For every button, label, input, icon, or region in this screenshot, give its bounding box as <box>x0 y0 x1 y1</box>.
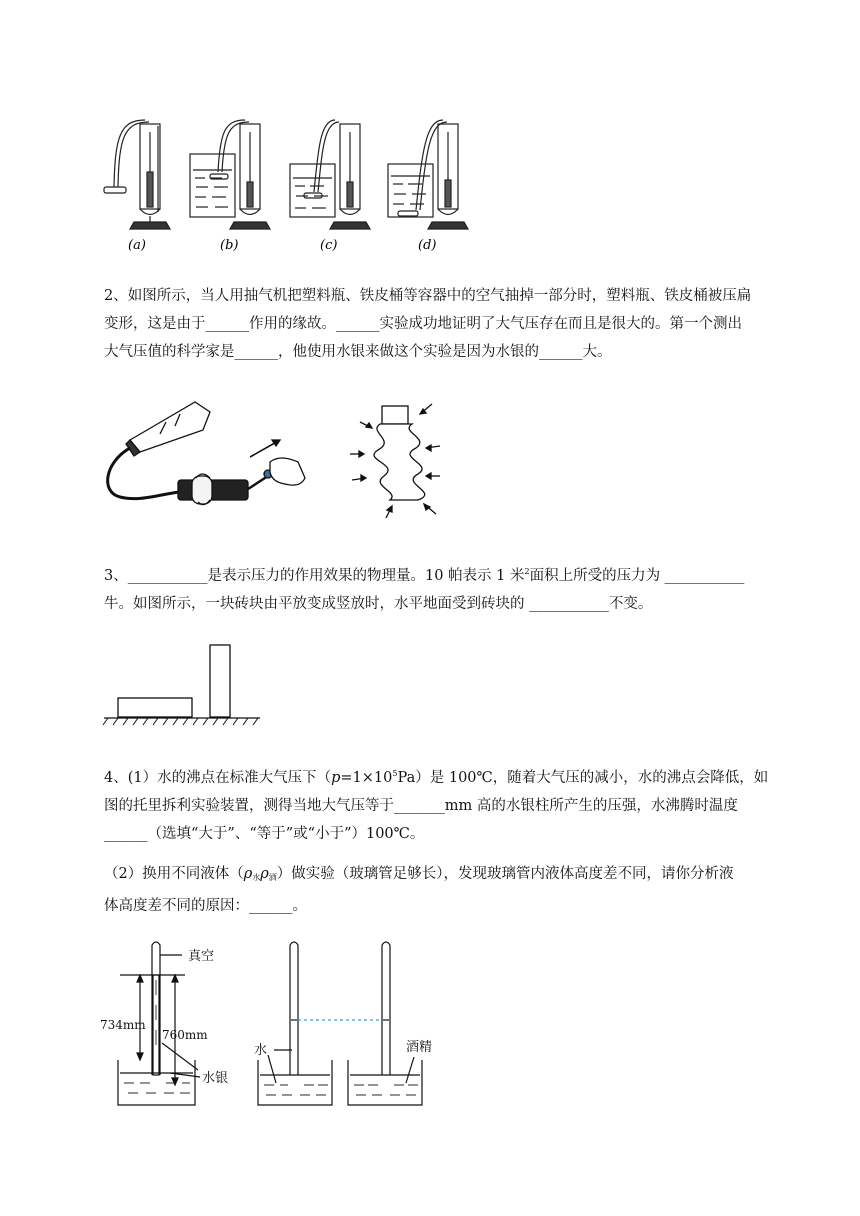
setup-d <box>388 120 468 229</box>
q3-line-2: 牛。如图所示，一块砖块由平放变成竖放时，水平地面受到砖块的 ___________不变。 <box>104 596 653 612</box>
label-vacuum: 真空 <box>188 949 215 964</box>
q4-line-3: ______（选填“大于”、“等于”或“小于”）100℃。 <box>104 826 425 842</box>
q4-part2-line-1: （2）换用不同液体$(\rho_水\rho_酒)$做实验（玻璃管足够长），发现玻璃管内液体高度差不同，请你分析液 <box>104 866 734 882</box>
barometer-experiment-figure <box>100 112 480 257</box>
label-734mm: 734mm <box>100 1018 146 1032</box>
q4-part2-line-2: 体高度差不同的原因：______。 <box>104 898 307 914</box>
q4-line-2: 图的托里拆利实验装置，测得当地大气压等于_______mm 高的水银柱所产生的压强，水沸腾时温度 <box>104 798 738 814</box>
label-mercury: 水银 <box>202 1071 229 1086</box>
brick-figure <box>100 640 265 732</box>
question-4-part-1 <box>104 760 804 848</box>
q3-line-1: 3、___________是表示压力的作用效果的物理量。10 帕表示 1 米$^2$面积上所受的压力为 ___________ <box>104 567 745 584</box>
q2-line-1: 2、如图所示，当人用抽气机把塑料瓶、铁皮桶等容器中的空气抽掉一部分时，塑料瓶、铁皮桶被压扁 <box>104 288 752 304</box>
label-760mm: 760mm <box>162 1028 208 1042</box>
caption-b: (b) <box>220 238 239 253</box>
setup-a <box>104 120 170 229</box>
q2-line-2: 变形，这是由于______作用的缘故。______实验成功地证明了大气压存在而且是很大的。第一个测出 <box>104 316 742 332</box>
air-pump-figure <box>100 392 450 527</box>
caption-a: (a) <box>128 238 146 253</box>
label-water: 水 <box>254 1043 268 1058</box>
question-3 <box>104 558 804 618</box>
setup-c <box>290 120 370 229</box>
q4-line-1: 4、(1）水的沸点在标准大气压下$(p=1\times 10^5Pa)$是 100℃，随着大气压的减小，水的沸点会降低，如 <box>104 769 769 786</box>
caption-c: (c) <box>320 238 338 253</box>
q2-line-3: 大气压值的科学家是______，他使用水银来做这个实验是因为水银的______大。 <box>104 344 612 360</box>
label-alcohol: 酒精 <box>406 1040 433 1055</box>
setup-b <box>190 120 270 229</box>
caption-d: (d) <box>418 238 437 253</box>
question-2 <box>104 282 804 366</box>
question-4-part-2 <box>104 860 804 920</box>
torricelli-figure <box>100 935 450 1115</box>
